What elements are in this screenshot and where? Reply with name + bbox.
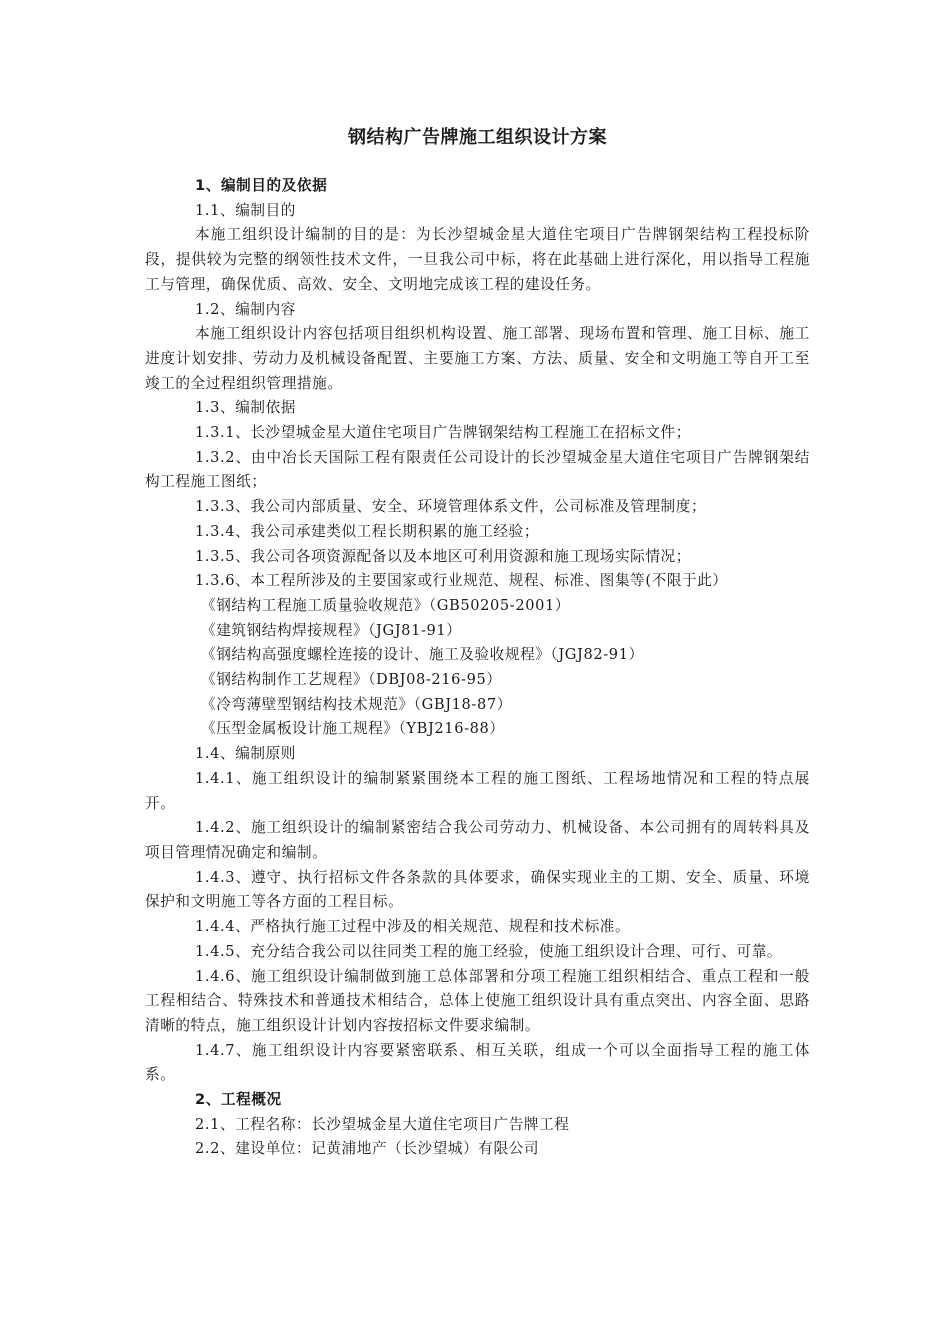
basis-item-1-3-6: 1.3.6、本工程所涉及的主要国家或行业规范、规程、标准、图集等(不限于此） <box>195 572 728 590</box>
standard-reference: 《冷弯薄壁型钢结构技术规范》（GBJ18-87） <box>201 695 512 713</box>
client-line: 2.2、建设单位：记黄浦地产（长沙望城）有限公司 <box>195 1140 540 1158</box>
section-heading-1: 1、编制目的及依据 <box>195 177 328 194</box>
principle-item-1-4-3: 1.4.3、遵守、执行招标文件各条款的具体要求，确保实现业主的工期、安全、质量、环境保护和文明施工等各方面的工程目标。 <box>145 868 810 911</box>
paragraph-1-1: 本施工组织设计编制的目的是：为长沙望城金星大道住宅项目广告牌钢架结构工程投标阶段，提供较为完整的纲领性技术文件，一旦我公司中标，将在此基础上进行深化，用以指导工程施工与管理，确保优质、高效、安全、文明地完成该工程的建设任务。 <box>145 226 810 293</box>
standard-reference: 《钢结构工程施工质量验收规范》（GB50205-2001） <box>201 596 571 614</box>
subsection-heading-1-2: 1.2、编制内容 <box>195 300 296 318</box>
document-title: 钢结构广告牌施工组织设计方案 <box>348 127 607 148</box>
standard-reference: 《钢结构制作工艺规程》（DBJ08-216-95） <box>201 671 502 689</box>
project-name-line: 2.1、工程名称：长沙望城金星大道住宅项目广告牌工程 <box>195 1115 570 1133</box>
document-body <box>145 174 810 1162</box>
standard-reference: 《钢结构高强度螺栓连接的设计、施工及验收规程》（JGJ82-91） <box>201 646 644 664</box>
subsection-heading-1-4: 1.4、编制原则 <box>195 745 296 763</box>
principle-item-1-4-4: 1.4.4、严格执行施工过程中涉及的相关规范、规程和技术标准。 <box>195 918 631 936</box>
principle-item-1-4-7: 1.4.7、施工组织设计内容要紧密联系、相互关联，组成一个可以全面指导工程的施工体系。 <box>145 1041 810 1084</box>
principle-item-1-4-6: 1.4.6、施工组织设计编制做到施工总体部署和分项工程施工组织相结合、重点工程和一般工程相结合、特殊技术和普通技术相结合，总体上使施工组织设计具有重点突出、内容全面、思路清晰的特点，施工组织设计计划内容按招标文件要求编制。 <box>145 967 810 1034</box>
standard-reference: 《压型金属板设计施工规程》（YBJ216-88） <box>201 720 505 738</box>
basis-item-1-3-1: 1.3.1、长沙望城金星大道住宅项目广告牌钢架结构工程施工在招标文件； <box>195 424 691 442</box>
basis-item-1-3-5: 1.3.5、我公司各项资源配备以及本地区可利用资源和施工现场实际情况； <box>195 547 691 565</box>
basis-item-1-3-2: 1.3.2、由中冶长天国际工程有限责任公司设计的长沙望城金星大道住宅项目广告牌钢架结构工程施工图纸； <box>145 448 810 491</box>
section-heading-2: 2、工程概况 <box>195 1091 282 1109</box>
standard-reference: 《建筑钢结构焊接规程》（JGJ81-91） <box>201 621 462 639</box>
basis-item-1-3-3: 1.3.3、我公司内部质量、安全、环境管理体系文件，公司标准及管理制度； <box>195 498 707 516</box>
paragraph-1-2: 本施工组织设计内容包括项目组织机构设置、施工部署、现场布置和管理、施工目标、施工进度计划安排、劳动力及机械设备配置、主要施工方案、方法、质量、安全和文明施工等自开工至竣工的全过程组织管理措施。 <box>145 325 810 392</box>
basis-item-1-3-4: 1.3.4、我公司承建类似工程长期积累的施工经验； <box>195 522 540 540</box>
subsection-heading-1-3: 1.3、编制依据 <box>195 399 296 417</box>
principle-item-1-4-2: 1.4.2、施工组织设计的编制紧密结合我公司劳动力、机械设备、本公司拥有的周转料具及项目管理情况确定和编制。 <box>145 819 810 861</box>
principle-item-1-4-1: 1.4.1、施工组织设计的编制紧紧围绕本工程的施工图纸、工程场地情况和工程的特点展开。 <box>145 769 810 812</box>
subsection-heading-1-1: 1.1、编制目的 <box>195 201 296 219</box>
principle-item-1-4-5: 1.4.5、充分结合我公司以往同类工程的施工经验，使施工组织设计合理、可行、可靠。 <box>195 942 783 960</box>
